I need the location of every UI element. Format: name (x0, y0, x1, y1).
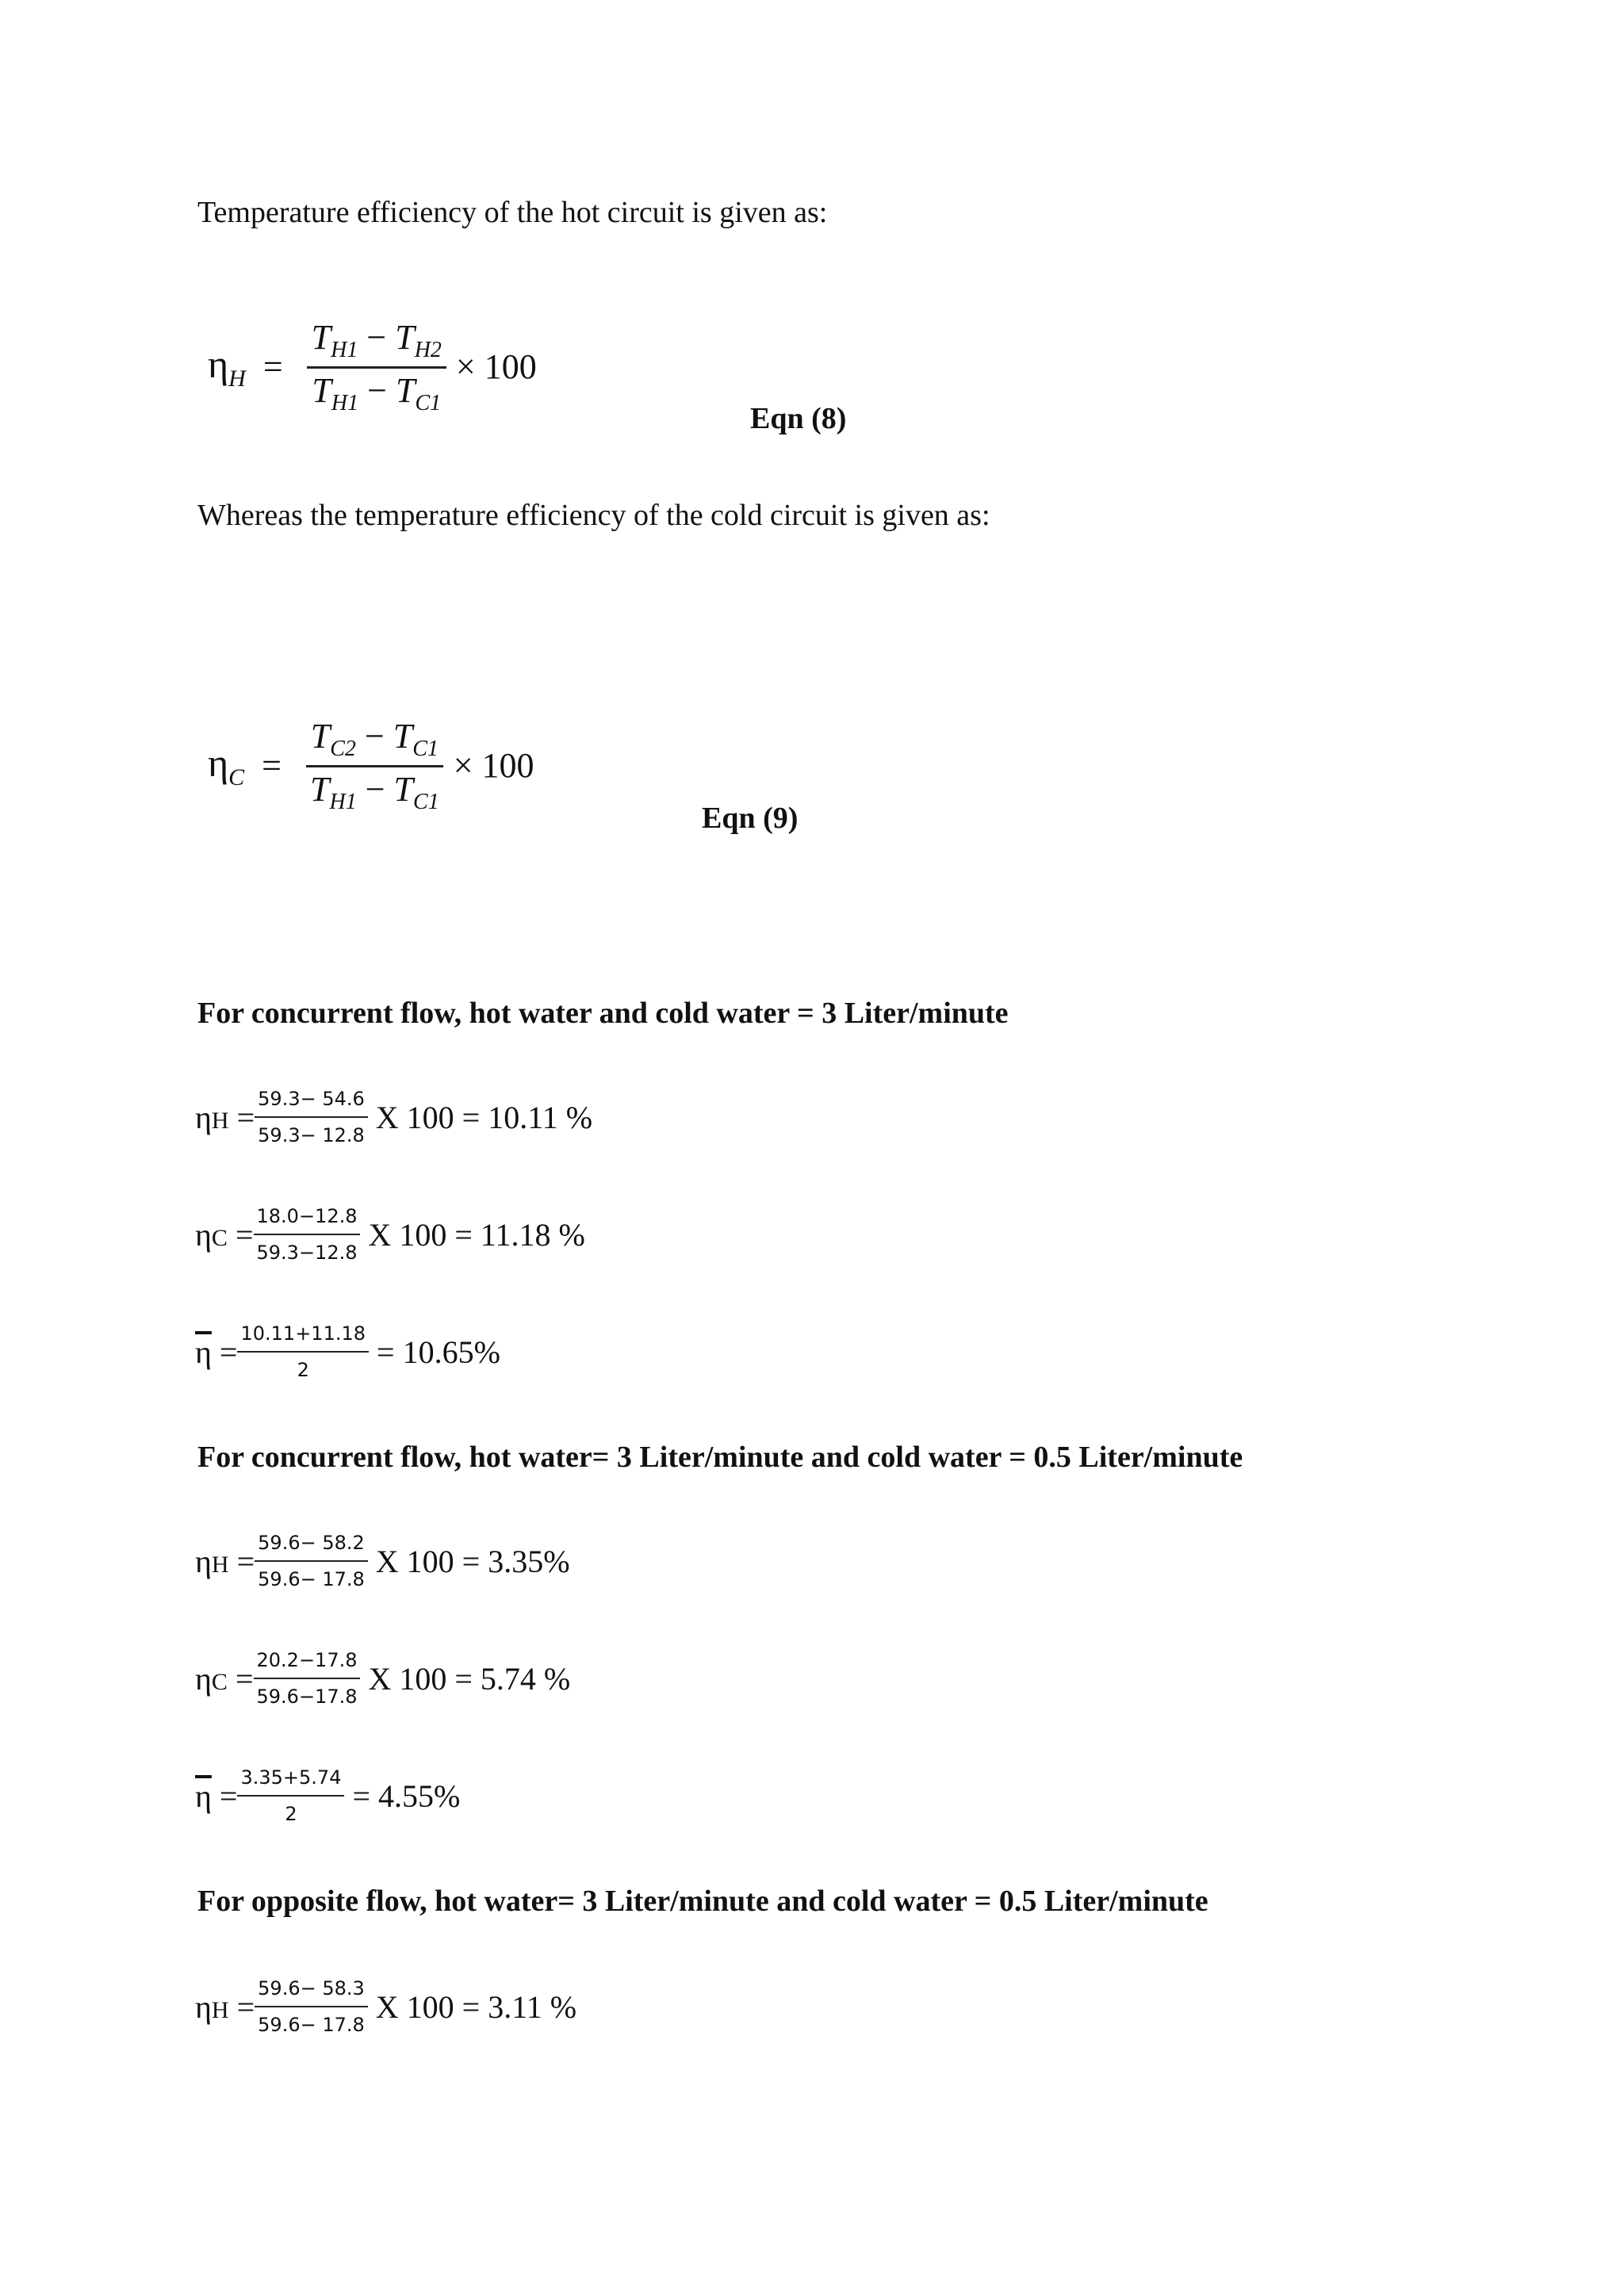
calc-fraction (255, 1088, 368, 1146)
section-1-eta-h-row (195, 1088, 592, 1146)
calc-fraction (237, 1766, 344, 1825)
calc-denominator: 2 (285, 1803, 297, 1825)
calc-fraction (254, 1205, 361, 1264)
eqn9-equals: = (262, 745, 282, 785)
calc-fraction (255, 1532, 368, 1590)
eqn9-label: Eqn (9) (702, 802, 799, 835)
calc-result: = 10.65% (377, 1334, 500, 1370)
calc-denominator: 59.6− 17.8 (258, 1568, 365, 1590)
calc-result: X 100 = 10.11 % (375, 1099, 593, 1135)
section-2-eta-c-row (195, 1649, 570, 1708)
eqn9-denominator: $T_{H1} - T_{C1}$ (310, 769, 439, 814)
calc-denominator: 2 (297, 1359, 309, 1381)
calc-result: = 4.55% (352, 1777, 461, 1814)
eta-mean-symbol: $\overline{\eta}$ = (195, 1777, 238, 1814)
eqn8-numerator: $T_{H1} - T_{H2}$ (307, 317, 446, 369)
section-3-heading: For opposite flow, hot water= 3 Liter/minute and cold water = 0.5 Liter/minute (197, 1885, 1208, 1918)
calc-denominator: 59.3− 12.8 (258, 1124, 365, 1146)
eqn8-times-100: × 100 (455, 346, 537, 386)
calc-result: X 100 = 3.11 % (375, 1988, 577, 2025)
calc-numerator: 18.0−12.8 (254, 1205, 361, 1235)
section-1-heading: For concurrent flow, hot water and cold water = 3 Liter/minute (197, 997, 1009, 1030)
section-2-eta-mean-row (195, 1766, 460, 1825)
eta-c-symbol: ηC = (195, 1660, 254, 1697)
eqn9-formula (208, 716, 534, 815)
eqn9-fraction (305, 716, 444, 815)
calc-denominator: 59.3−12.8 (256, 1242, 358, 1264)
calc-fraction (254, 1649, 361, 1708)
section-3-eta-h-row (195, 1977, 576, 2036)
eta-mean-symbol: $\overline{\eta}$ = (195, 1334, 238, 1370)
eta-c-symbol: ηC = (195, 1216, 254, 1253)
eta-h-symbol: ηH = (195, 1543, 255, 1579)
section-1-eta-mean-row (195, 1322, 500, 1381)
calc-result: X 100 = 11.18 % (368, 1216, 585, 1253)
eqn8-lhs: $\eta_H$ (208, 341, 246, 392)
calc-numerator: 59.3− 54.6 (255, 1088, 368, 1118)
intro-hot-text: Temperature efficiency of the hot circuit is given as: (197, 196, 828, 229)
calc-fraction (255, 1977, 368, 2036)
eqn8-fraction (307, 317, 446, 416)
section-1-eta-c-row (195, 1205, 585, 1264)
calc-fraction (237, 1322, 369, 1381)
calc-denominator: 59.6− 17.8 (258, 2014, 365, 2036)
eqn9-lhs: $\eta_C$ (208, 740, 245, 790)
calc-numerator: 20.2−17.8 (254, 1649, 361, 1679)
section-2-eta-h-row (195, 1532, 570, 1590)
eqn8-formula (208, 317, 537, 416)
calc-result: X 100 = 3.35% (375, 1543, 570, 1579)
calc-denominator: 59.6−17.8 (256, 1686, 358, 1708)
eqn8-equals: = (262, 346, 283, 386)
eqn8-denominator: $T_{H1} - T_{C1}$ (312, 370, 442, 415)
intro-cold-text: Whereas the temperature efficiency of the cold circuit is given as: (197, 499, 990, 532)
section-2-heading: For concurrent flow, hot water= 3 Liter/minute and cold water = 0.5 Liter/minute (197, 1441, 1243, 1474)
eqn9-times-100: × 100 (453, 745, 534, 785)
calc-numerator: 59.6− 58.3 (255, 1977, 368, 2007)
eqn8-label: Eqn (8) (750, 402, 847, 435)
calc-numerator: 59.6− 58.2 (255, 1532, 368, 1562)
calc-numerator: 10.11+11.18 (237, 1322, 369, 1353)
calc-result: X 100 = 5.74 % (368, 1660, 571, 1697)
eqn9-numerator: $T_{C2} - T_{C1}$ (306, 716, 443, 767)
eta-h-symbol: ηH = (195, 1099, 255, 1135)
calc-numerator: 3.35+5.74 (237, 1766, 344, 1797)
eta-h-symbol: ηH = (195, 1988, 255, 2025)
